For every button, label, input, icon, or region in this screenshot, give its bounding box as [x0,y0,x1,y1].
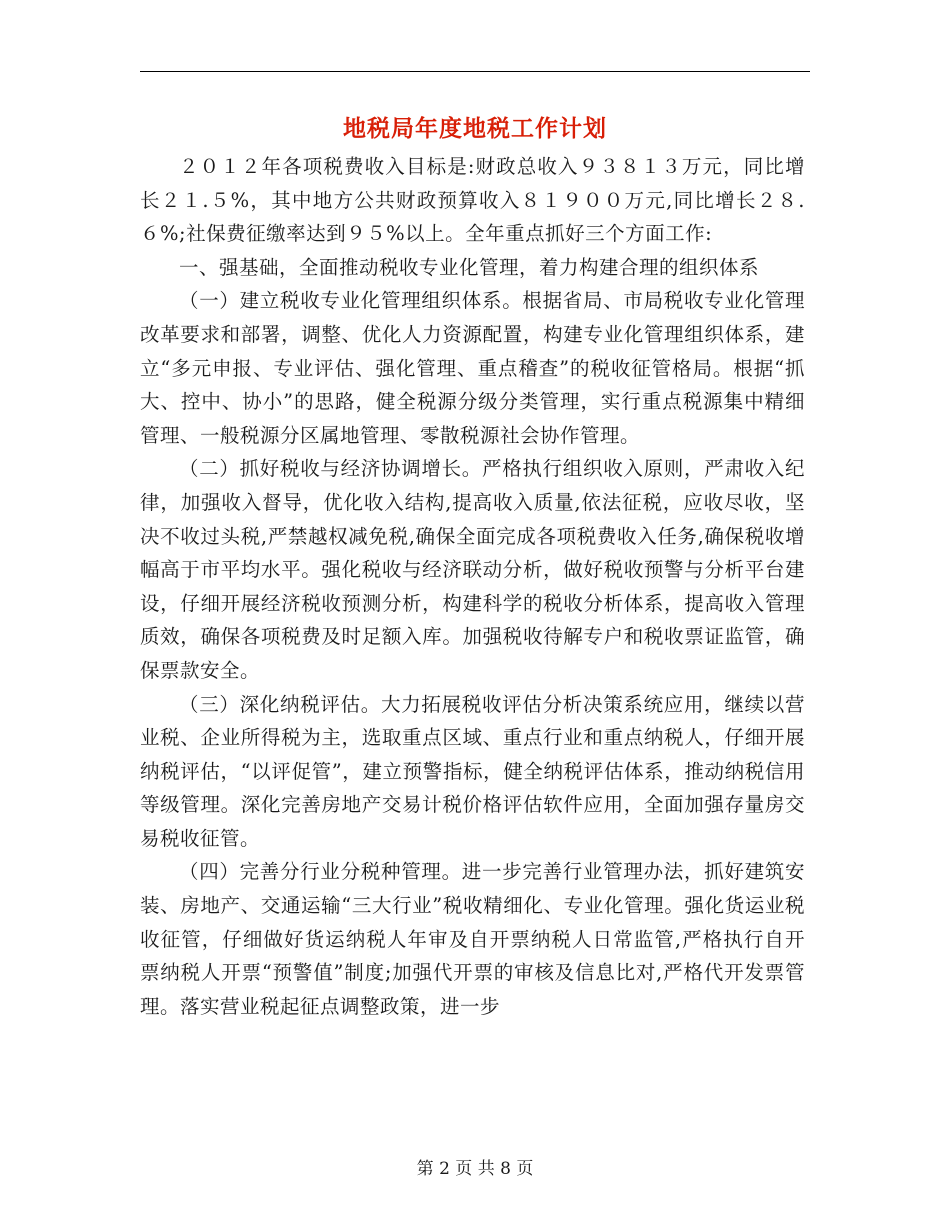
paragraph-item-4: （四）完善分行业分税种管理。进一步完善行业管理办法，抓好建筑安装、房地产、交通运输“三大行业”税收精细化、专业化管理。强化货运业税收征管，仔细做好货运纳税人年审及自开票纳税人日常监管,严格执行自开票纳税人开票“预警值”制度;加强代开票的审核及信息比对,严格代开发票管理。落实营业税起征点调整政策，进一步 [140,860,805,1018]
header-rule [140,71,810,72]
paragraph-section-heading: 一、强基础，全面推动税收专业化管理，着力构建合理的组织体系 [179,255,760,279]
paragraph-item-3: （三）深化纳税评估。大力拓展税收评估分析决策系统应用，继续以营业税、企业所得税为主，选取重点区域、重点行业和重点纳税人，仔细开展纳税评估，“以评促管”，建立预警指标，健全纳税评估体系，推动纳税信用等级管理。深化完善房地产交易计税价格评估软件应用，全面加强存量房交易税收征管。 [140,692,805,850]
page-number-footer: 第 2 页 共 8 页 [416,1159,534,1179]
paragraph-intro: ２０１２年各项税费收入目标是:财政总收入９３８１３万元，同比增长２１.５%，其中地方公共财政预算收入８１９００万元,同比增长２８.６%;社保费征缴率达到９５%以上。全年重点抓好三个方面工作: [140,155,805,246]
document-body [140,150,805,1023]
paragraph-item-2: （二）抓好税收与经济协调增长。严格执行组织收入原则，严肃收入纪律，加强收入督导，优化收入结构,提高收入质量,依法征税，应收尽收，坚决不收过头税,严禁越权减免税,确保全面完成各项税费收入任务,确保税收增幅高于市平均水平。强化税收与经济联动分析，做好税收预警与分析平台建设，仔细开展经济税收预测分析，构建科学的税收分析体系，提高收入管理质效，确保各项税费及时足额入库。加强税收待解专户和税收票证监管，确保票款安全。 [140,457,805,682]
paragraph-item-1: （一）建立税收专业化管理组织体系。根据省局、市局税收专业化管理改革要求和部署，调整、优化人力资源配置，构建专业化管理组织体系，建立“多元申报、专业评估、强化管理、重点稽查”的税收征管格局。根据“抓大、控中、协小”的思路，健全税源分级分类管理，实行重点税源集中精细管理、一般税源分区属地管理、零散税源社会协作管理。 [140,289,805,447]
document-title: 地税局年度地税工作计划 [343,116,607,142]
